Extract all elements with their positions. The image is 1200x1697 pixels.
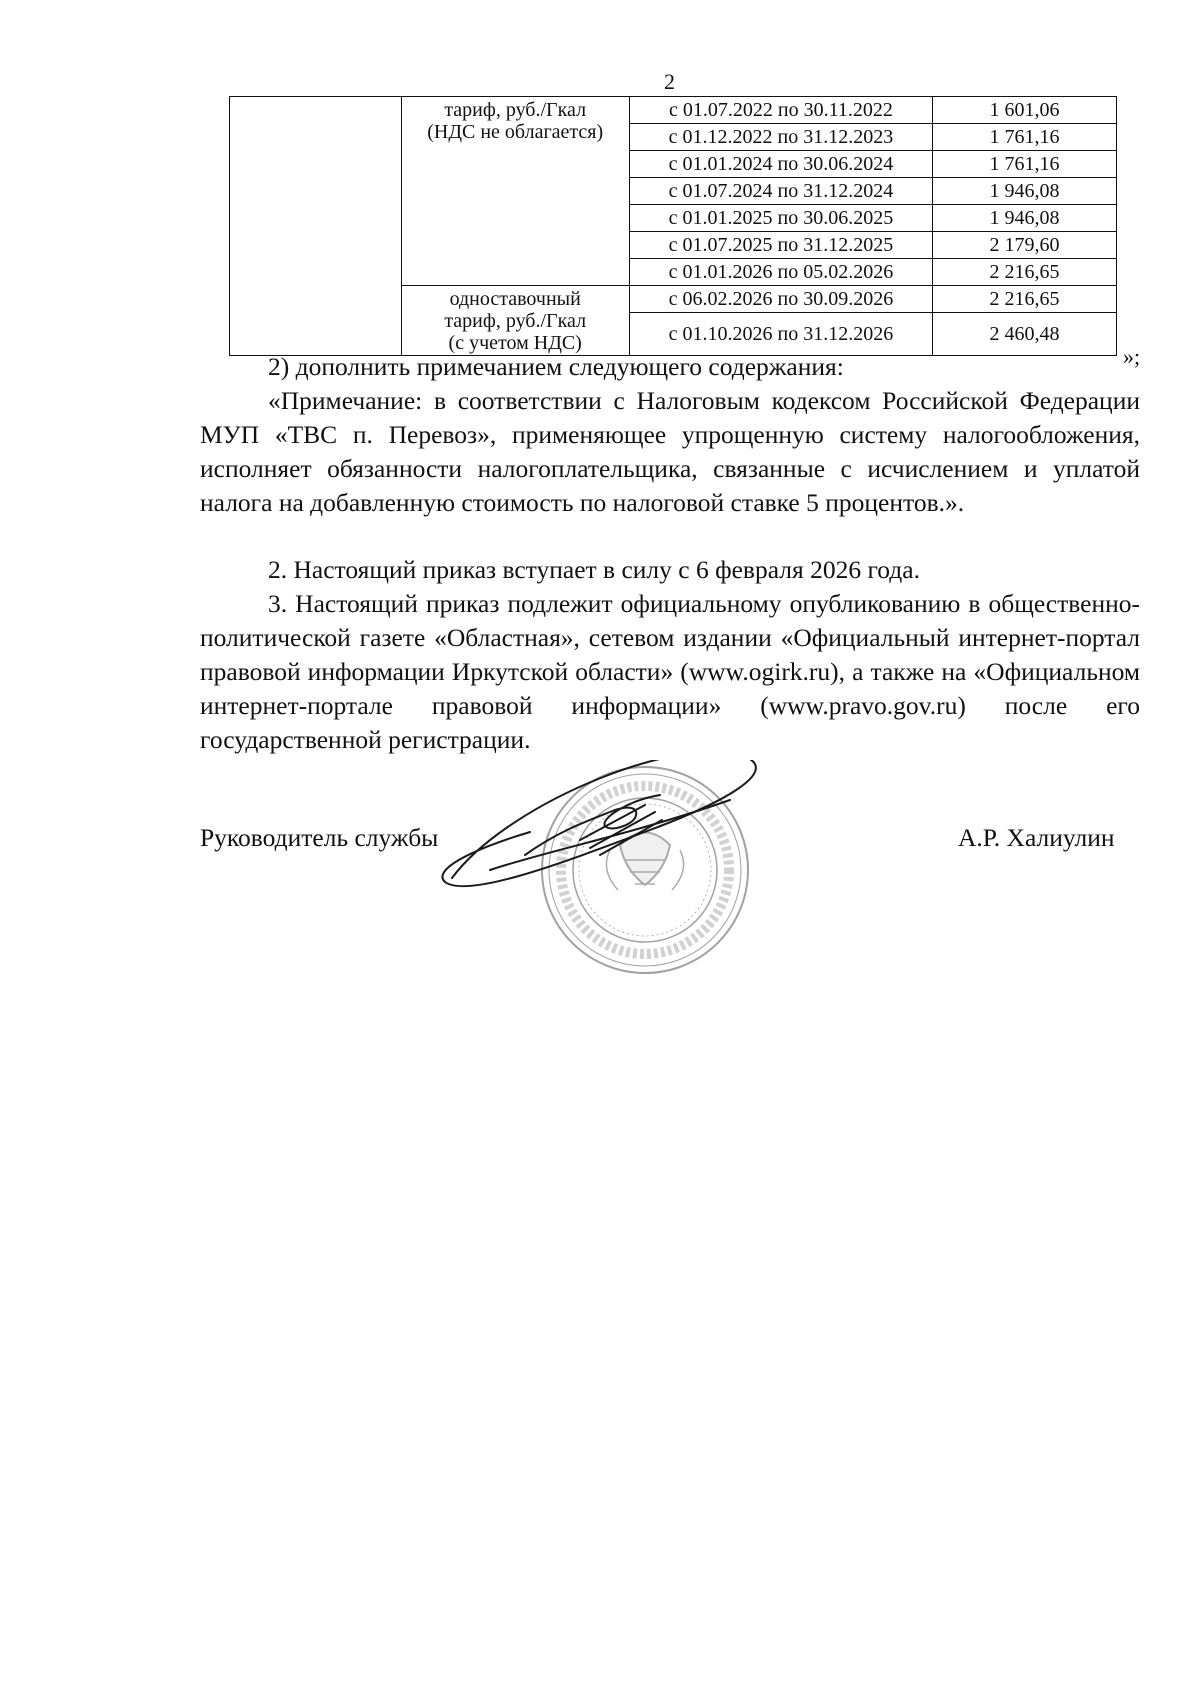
table-row (230, 97, 1117, 124)
point2-paragraph: 2. Настоящий приказ вступает в силу с 6 февраля 2026 года. (268, 555, 920, 584)
item2-heading: 2) дополнить примечанием следующего содержания: (268, 352, 844, 381)
handwritten-signature (442, 760, 755, 886)
tariff-value-cell: 1 761,16 (933, 124, 1117, 151)
period-cell: с 01.12.2022 по 31.12.2023 (629, 124, 932, 151)
empty-cell (230, 97, 402, 356)
period-cell: с 01.10.2026 по 31.12.2026 (629, 313, 932, 356)
table-closing-mark: »; (1123, 344, 1141, 369)
point3-paragraph: 3. Настоящий приказ подлежит официальному опубликованию в общественно-политической газете «Областная», сетевом издании «Официальный интернет-портал правовой информации Иркутской области» (www.ogirk.ru), а также на «Официальном интернет-портале правовой информации» (www.pravo.gov.ru) после его государственной регистрации. (200, 589, 1140, 754)
period-cell: с 06.02.2026 по 30.09.2026 (629, 286, 932, 313)
period-cell: с 01.01.2026 по 05.02.2026 (629, 259, 932, 286)
period-cell: с 01.01.2024 по 30.06.2024 (629, 151, 932, 178)
tariff-value-cell: 2 216,65 (933, 259, 1117, 286)
period-cell: с 01.01.2025 по 30.06.2025 (629, 205, 932, 232)
official-seal-with-signature (430, 760, 830, 1050)
tariff-value-cell: 1 946,08 (933, 178, 1117, 205)
tariff-value-cell: 1 761,16 (933, 151, 1117, 178)
period-cell: с 01.07.2025 по 31.12.2025 (629, 232, 932, 259)
signatory-position: Руководитель службы (200, 823, 439, 852)
tariff-value-cell: 2 179,60 (933, 232, 1117, 259)
signatory-name: А.Р. Халиулин (958, 823, 1115, 852)
tariff-table (229, 96, 1117, 356)
tariff-value-cell: 2 460,48 (933, 313, 1117, 356)
tariff-type-cell: тариф, руб./Гкал (НДС не облагается) (401, 97, 629, 286)
period-cell: с 01.07.2024 по 31.12.2024 (629, 178, 932, 205)
note-paragraph: «Примечание: в соответствии с Налоговым кодексом Российской Федерации МУП «ТВС п. Перевоз», применяющее упрощенную систему налогообложения, исполняет обязанности налогоплательщика, связанные с исчислением и уплатой налога на добавленную стоимость по налоговой ставке 5 процентов.». (200, 386, 1140, 517)
tariff-type-cell: одноставочный тариф, руб./Гкал (с учетом НДС) (401, 286, 629, 356)
period-cell: с 01.07.2022 по 30.11.2022 (629, 97, 932, 124)
tariff-value-cell: 1 601,06 (933, 97, 1117, 124)
tariff-value-cell: 1 946,08 (933, 205, 1117, 232)
tariff-value-cell: 2 216,65 (933, 286, 1117, 313)
page-number: 2 (664, 69, 675, 94)
